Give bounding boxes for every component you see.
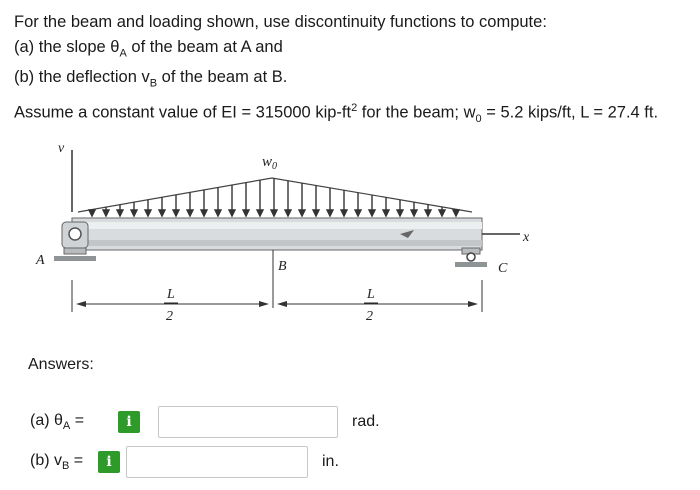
- w0-label: $w_0$: [262, 154, 278, 172]
- answer-row-a: [30, 402, 380, 442]
- svg-text:L: L: [367, 287, 375, 302]
- point-a-label: A: [36, 253, 45, 268]
- load-arrow-head: [187, 210, 193, 216]
- answer-row-b: [30, 442, 339, 482]
- load-arrow-head: [215, 210, 221, 216]
- load-arrow-head: [327, 210, 333, 216]
- load-arrow-head: [173, 210, 179, 216]
- load-arrow-head: [453, 210, 459, 216]
- load-arrow-head: [355, 210, 361, 216]
- load-arrow-head: [89, 210, 95, 216]
- answer-a-label: (a) $\theta_A$ =: [30, 411, 85, 433]
- info-icon-b[interactable]: i: [98, 451, 120, 473]
- problem-statement: [14, 10, 694, 131]
- svg-text:2: 2: [166, 309, 173, 324]
- v-axis-label: v: [58, 141, 65, 156]
- beam-top-flange: [72, 222, 482, 229]
- load-arrow-head: [229, 210, 235, 216]
- roller-support-c: [455, 248, 487, 267]
- load-arrow-head: [341, 210, 347, 216]
- load-arrow-head: [313, 210, 319, 216]
- load-arrow-head: [411, 210, 417, 216]
- deflection-unit: in.: [322, 453, 339, 470]
- load-arrow-head: [439, 210, 445, 216]
- x-axis-label: x: [523, 230, 530, 245]
- point-c-label: C: [498, 261, 508, 276]
- dim-label-ab: [164, 287, 178, 324]
- answer-b-label: (b) $v_B$ =: [30, 451, 84, 473]
- distributed-load-outline: [78, 178, 472, 212]
- slope-unit: rad.: [352, 413, 380, 430]
- load-arrow-head: [117, 210, 123, 216]
- load-arrow-head: [299, 210, 305, 216]
- load-arrow-head: [159, 210, 165, 216]
- dim-label-bc: [364, 287, 378, 324]
- load-arrow-head: [257, 210, 263, 216]
- svg-text:2: 2: [366, 309, 373, 324]
- answers-heading: Answers:: [28, 356, 94, 373]
- point-b-label: B: [278, 259, 287, 274]
- load-arrow-head: [131, 210, 137, 216]
- load-arrow-head: [383, 210, 389, 216]
- load-arrow-head: [201, 210, 207, 216]
- slope-answer-input[interactable]: [158, 406, 338, 438]
- problem-line-3: (b) the deflection $v_B$ of the beam at B.: [14, 68, 288, 90]
- problem-line-2: (a) the slope $\theta_A$ of the beam at A and: [14, 37, 283, 59]
- load-arrow-head: [103, 210, 109, 216]
- load-arrow-head: [397, 210, 403, 216]
- svg-text:L: L: [167, 287, 175, 302]
- load-arrow-head: [285, 210, 291, 216]
- problem-line-1: For the beam and loading shown, use discontinuity functions to compute:: [14, 13, 547, 31]
- load-arrow-head: [425, 210, 431, 216]
- load-arrow-head: [243, 210, 249, 216]
- beam-bottom-flange: [72, 240, 482, 246]
- problem-line-4: Assume a constant value of EI = 315000 kip-$ft^2$ for the beam; $w_0 = 5.2$ kips/ft, L = 27.4 ft.: [14, 102, 659, 125]
- deflection-answer-input[interactable]: [126, 446, 308, 478]
- load-arrow-head: [145, 210, 151, 216]
- load-arrow-head: [369, 210, 375, 216]
- info-icon-a[interactable]: i: [118, 411, 140, 433]
- load-arrow-head: [271, 210, 277, 216]
- beam-diagram: [0, 130, 700, 340]
- distributed-load-arrows: [89, 178, 459, 216]
